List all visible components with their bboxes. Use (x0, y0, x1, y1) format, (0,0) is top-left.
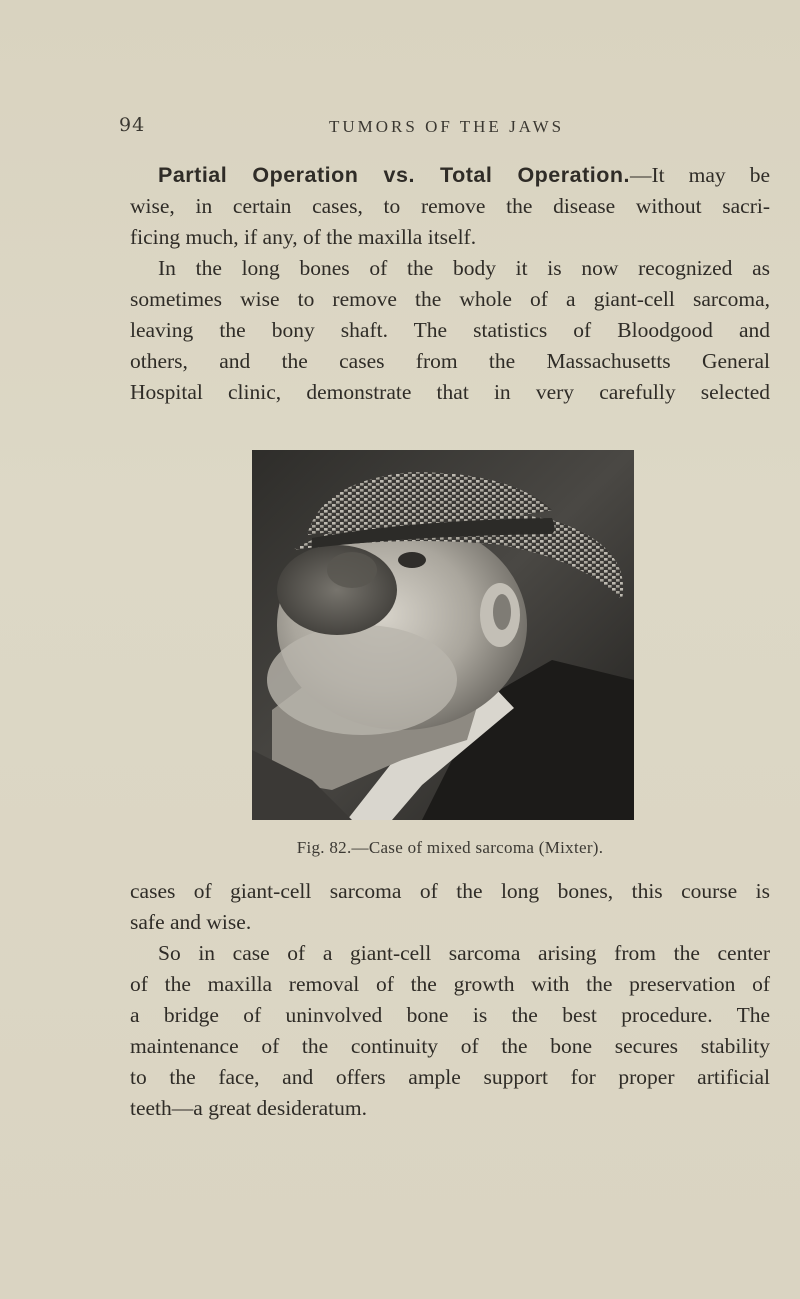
running-title: TUMORS OF THE JAWS (329, 117, 565, 136)
paragraph-cases (130, 876, 770, 938)
text-line: So in case of a giant-cell sarcoma arising from the center (158, 941, 770, 965)
text-line: In the long bones of the body it is now recognized as (158, 256, 770, 280)
figure-caption: Fig. 82.—Case of mixed sarcoma (Mixter). (296, 838, 604, 857)
figure-photograph (252, 450, 634, 820)
text-line: sometimes wise to remove the whole of a giant-cell sarcoma, (130, 287, 770, 311)
text-line: Partial Operation vs. Total Operation.—It may be (158, 163, 770, 187)
text-line: of the maxilla removal of the growth with the preservation of (130, 972, 770, 996)
text-line: teeth—a great desideratum. (130, 1096, 367, 1120)
section-heading: Partial Operation vs. Total Operation. (158, 163, 630, 187)
page-number: 94 (119, 114, 146, 136)
text-line: leaving the bony shaft. The statistics of Bloodgood and (130, 318, 770, 342)
text-line: wise, in certain cases, to remove the disease without sacri- (130, 194, 770, 218)
running-header (119, 114, 679, 142)
text-line: safe and wise. (130, 910, 252, 934)
paragraph-maxilla (130, 938, 770, 1124)
text-line: a bridge of uninvolved bone is the best procedure. The (130, 1003, 770, 1027)
paragraph-long-bones (130, 253, 770, 408)
text-line: Hospital clinic, demonstrate that in very carefully selected (130, 380, 770, 404)
paragraph-partial-operation (130, 160, 770, 253)
text-line: to the face, and offers ample support for proper artificial (130, 1065, 770, 1089)
text-line: ficing much, if any, of the maxilla itself. (130, 225, 477, 249)
patient-photo (252, 450, 634, 820)
text-line: maintenance of the continuity of the bone secures stability (130, 1034, 770, 1058)
text-line: others, and the cases from the Massachusetts General (130, 349, 770, 373)
text-line: cases of giant-cell sarcoma of the long bones, this course is (130, 879, 770, 903)
